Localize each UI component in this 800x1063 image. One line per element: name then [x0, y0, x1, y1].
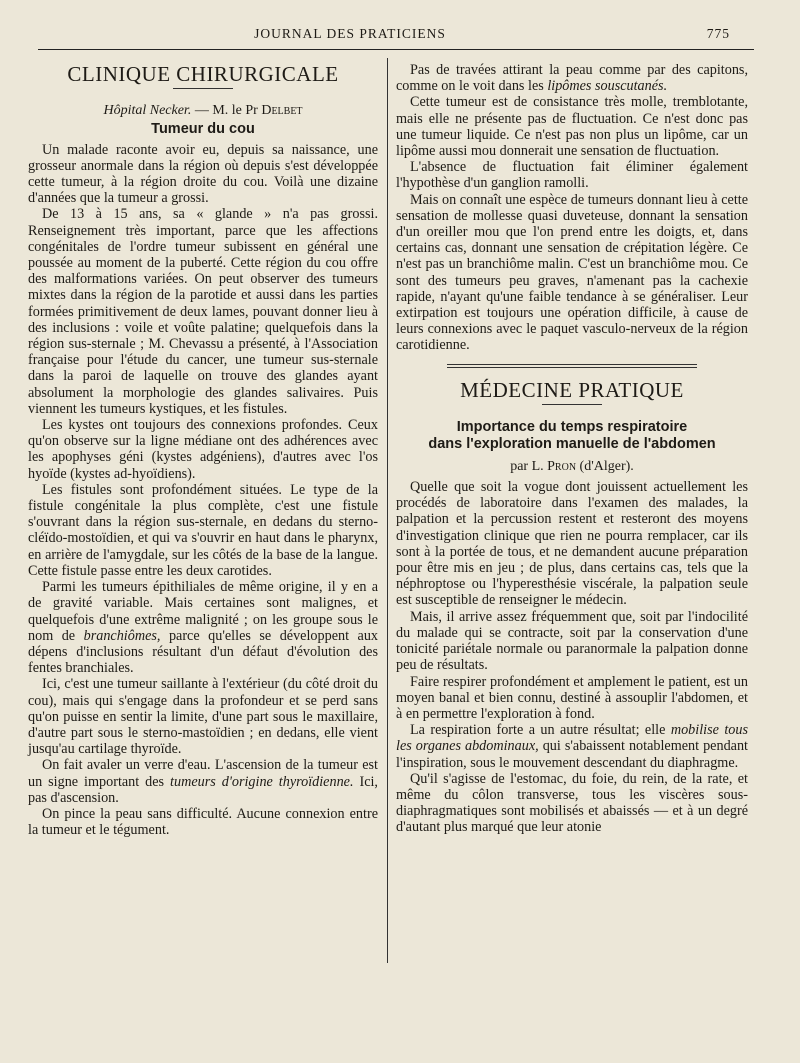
- byline-hospital: Hôpital Necker.: [103, 103, 192, 119]
- paragraph: [396, 722, 748, 771]
- text-run: Parmi les tumeurs épithiliales de même origine, il y en a de gravité variable. Mais certaines sont malignes, et quelquefois d'une extrême malignité ; on les groupe sous le nom de: [28, 579, 378, 644]
- article-subtitle: Tumeur du cou: [151, 121, 255, 138]
- byline-name: Delbet: [261, 103, 303, 119]
- journal-title: JOURNAL DES PRATICIENS: [254, 26, 446, 41]
- italic-term: lipômes souscutanés.: [547, 78, 668, 95]
- paragraph: Les fistules sont profondément situées. Le type de la fistule congénitale la plus complète, c'est une fistule s'ouvrant dans la région sus-sternale, en dedans du sterno-cléïdo-mostoïdien, et qui va s'ouvrir en haut dans le pharynx, en arrière de l'amygdale, sur les côtés de la base de la langue. Cette fistule passe entre les deux carotides.: [28, 481, 378, 579]
- paragraph: De 13 à 15 ans, sa « glande » n'a pas grossi. Renseignement très important, parce que les affections congénitales de l'ordre tumeur subissent en général une poussée au moment de la puberté. Cette région du cou offre des malformations variées. On peut observer des tumeurs mixtes dans la région de la parotide et aussi dans les parties formées primitivement de deux lames, pouvant donner lieu à des inclusions : voile et voûte palatine; quelquefois dans la région sus-sternale ; M. Chevassu a présenté, à l'Association française pour l'étude du cancer, une tumeur sus-sternale dans la paroi de laquelle on trouve des glandes ayant absolument la morphologie des glandes salivaires. Puis viennent les tumeurs kystiques, et les fistules.: [28, 206, 378, 417]
- paragraph: On pince la peau sans difficulté. Aucune connexion entre la tumeur et le tégument.: [28, 805, 378, 839]
- italic-term: branchiômes,: [83, 627, 161, 644]
- byline-text: — M. le Pr: [191, 103, 262, 119]
- article-title-line: Importance du temps respiratoire: [456, 418, 688, 435]
- paragraph: Mais on connaît une espèce de tumeurs donnant lieu à cette sensation de mollesse quasi duveteuse, donnant la sensation d'un oreiller mou que l'on prend entre les doigts, et, dans certains cas, donnant une sensation de crépitation légère. Ce n'est pas un branchiôme malin. C'est un branchiôme mou. Ce sont des tumeurs peu graves, n'amenant pas la cachexie rapide, n'ayant qu'une faible tendance à se généraliser. Leur extirpation est toujours une opération difficile, à cause de leurs connexions avec le paquet vasculo-nerveux de la région carotidienne.: [396, 191, 748, 354]
- paragraph: Ici, c'est une tumeur saillante à l'extérieur (du côté droit du cou), mais qui s'engage dans la profondeur et se perd sans qu'on puisse en sentir la limite, d'une part sous le maxillaire, d'autre part sous le sterno-mastoïdien ; en dedans, elle vient jusqu'au cartilage thyroïde.: [28, 676, 378, 758]
- left-column: [28, 62, 378, 838]
- italic-term: tumeurs d'origine thyroïdienne.: [170, 773, 354, 790]
- text-run: qui s'abaissent notablement pendant l'inspiration, sous le mouvement descendant du diaphragme.: [396, 738, 748, 771]
- article-title-line: dans l'exploration manuelle de l'abdomen: [428, 435, 716, 452]
- author-name: Pron: [547, 458, 577, 474]
- section-rule: [173, 88, 233, 89]
- text-run: Ici, pas d'ascension.: [28, 773, 378, 806]
- author-suffix: (d'Alger).: [576, 458, 634, 474]
- paragraph: [28, 579, 378, 676]
- article-title: [396, 419, 748, 453]
- paragraph: [28, 757, 378, 806]
- author-line: [396, 459, 748, 475]
- page-number: 775: [706, 26, 730, 41]
- paragraph: [396, 62, 748, 94]
- text-run: Pas de travées attirant la peau comme par des capitons, comme on le voit dans les: [396, 62, 748, 95]
- paragraph: Un malade raconte avoir eu, depuis sa naissance, une grosseur anormale dans la région où depuis s'est développée cette tumeur, à la région droite du cou. Voilà une dizaine d'années que la tumeur a grossi.: [28, 141, 378, 207]
- paragraph: Qu'il s'agisse de l'estomac, du foie, du rein, de la rate, et même du côlon transverse, tous les viscères sous-diaphragmatiques sont mobilisés et abaissés — et à un degré d'autant plus marqué que leur atonie: [396, 770, 748, 836]
- running-head: [30, 22, 730, 50]
- paragraph: Cette tumeur est de consistance très molle, tremblotante, mais elle ne présente pas de fluctuation. Ce n'est donc pas une tumeur liquide. Ce n'est pas non plus un lipôme, car un lipôme aussi mou donnerait une sensation de fluctuation.: [396, 94, 748, 160]
- paragraph: Les kystes ont toujours des connexions profondes. Ceux qu'on observe sur la ligne médiane ont des adhérences avec les apophyses géni (kystes adgéniens), d'autres avec l'os hyoïde (kystes ad-hyoïdiens).: [28, 417, 378, 482]
- header-rule: [38, 49, 754, 50]
- right-column: [396, 62, 748, 836]
- byline: [28, 103, 378, 119]
- author-prefix: par L.: [510, 458, 548, 474]
- italic-term: mobilise tous les organes abdominaux,: [396, 722, 748, 755]
- paragraph: Mais, il arrive assez fréquemment que, soit par l'indocilité du malade qui se contracte, soit par la conservation d'une tonicité pariétale normale ou paranormale la palpation donne peu de résultats.: [396, 608, 748, 674]
- paragraph: Faire respirer profondément et amplement le patient, est un moyen banal et bien connu, destiné à assouplir l'abdomen, et à en permettre l'exploration à fond.: [396, 673, 748, 722]
- text-run: On fait avaler un verre d'eau. L'ascension de la tumeur est un signe important des: [28, 757, 378, 790]
- section-rule: [542, 404, 602, 405]
- section-title-clinique: CLINIQUE CHIRURGICALE: [67, 62, 339, 86]
- column-divider: [387, 58, 388, 963]
- article-separator: [447, 364, 697, 368]
- section-title-medecine: MÉDECINE PRATIQUE: [460, 377, 684, 402]
- text-run: La respiration forte a un autre résultat; elle: [410, 722, 671, 739]
- paragraph: L'absence de fluctuation fait éliminer également l'hypothèse d'un ganglion ramolli.: [396, 159, 748, 192]
- text-run: parce qu'elles se développent aux dépens d'inclusions résultant d'un défaut d'évolution des fentes branchiales.: [28, 627, 379, 677]
- paragraph: Quelle que soit la vogue dont jouissent actuellement les procédés de laboratoire dans l'examen des malades, la palpation et la percussion restent et resteront des moyens d'investigation clinique que rien ne pourra remplacer, car ils sont à la portée de tous, et ne demandent aucune préparation pour être mis en jeu ; de plus, dans certains cas, tels que la néphroptose ou l'hyperesthésie viscérale, la palpation seule est susceptible de renseigner le médecin.: [396, 479, 748, 609]
